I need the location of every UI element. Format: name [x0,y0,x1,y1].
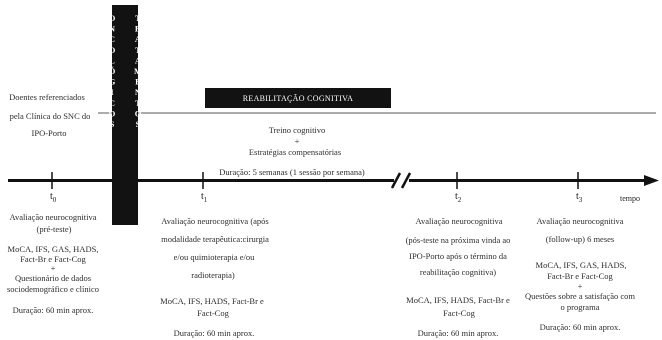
t0-text: Duração: 60 min aprox. [12,305,94,315]
t0-text: Fact-Br e Fact-Cog [20,254,86,264]
t3-text: Avaliação neurocognitiva [536,216,624,226]
referral-line: IPO-Porto [31,128,67,138]
t1-text: radioterapia) [191,270,235,280]
t0-text: Avaliação neurocognitiva [9,212,97,222]
referral-line: Doentes referenciados [9,92,85,102]
t2-text: Fact-Cog [443,308,475,318]
axis-label-tempo: tempo [620,194,640,203]
t1-text: MoCA, IFS, HADS, Fact-Br e [160,296,264,306]
t2-text: (pós-teste na próxima vinda ao [405,235,511,245]
t0-text: sociodemográfico e clínico [6,284,100,294]
t1-text: e/ou quimioterapia e/ou [173,252,255,262]
tick-subscript: 2 [457,196,462,204]
rehabilitation-box [205,88,391,108]
tick-t-letter: t [50,191,53,202]
tick-label-t2 [455,191,461,206]
t1-text: Fact-Cog [197,308,229,318]
t1-text: Duração: 60 min aprox. [173,328,255,338]
t1-text: modalidade terapêutica:cirurgia [161,234,269,244]
t0-text: Questionário de dados [14,273,92,283]
t2-text: MoCA, IFS, HADS, Fact-Br e [406,295,510,305]
rehabilitation-content: Treino cognitivo [268,125,326,135]
tick-t-letter: t [201,191,204,202]
tick-subscript: 3 [578,196,583,204]
tick-t-letter: t [576,191,579,202]
t2-text: reabilitação cognitiva) [419,267,497,277]
tick-t-letter: t [455,191,458,202]
tick-label-t3 [576,191,582,206]
t3-text: Questões sobre a satisfação com [525,291,635,301]
axis-break-mark [402,173,410,188]
rehabilitation-label: REABILITAÇÃO COGNITIVA [242,93,354,103]
timeline-arrowhead [644,175,659,186]
rehabilitation-duration: Duração: 5 semanas (1 sessão por semana) [219,167,365,177]
t2-text: IPO-Porto após o término da [409,251,507,261]
tick-label-t0 [50,191,56,206]
t1-text: Avaliação neurocognitiva (após [161,216,269,226]
tick-label-t1 [201,191,207,206]
t3-text: + [577,281,583,291]
t2-text: Duração: 60 min aprox. [417,328,499,338]
t0-text: + [50,263,56,273]
t0-text: MoCA, IFS, GAS, HADS, [7,244,99,254]
oncology-treatment-bar [107,5,143,225]
referral-line: pela Clínica do SNC do [9,111,91,121]
tick-subscript: 1 [203,196,208,204]
rehabilitation-content: + [294,136,300,146]
t0-text: (pré-teste) [36,224,72,234]
t3-text: MoCA, IFS, GAS, HADS, [535,260,627,270]
t2-text: Avaliação neurocognitiva [415,216,503,226]
t3-text: Duração: 60 min aprox. [539,322,621,332]
tick-subscript: 0 [52,196,57,204]
t3-text: (follow-up) 6 meses [545,234,615,244]
t3-text: o programa [560,302,600,312]
oncology-treatment-label: TRATAMENTOS ONCOLÓGICOS [107,13,143,130]
t3-text: Fact-Br e Fact-Cog [547,271,613,281]
rehabilitation-content: Estratégias compensatórias [248,147,342,157]
